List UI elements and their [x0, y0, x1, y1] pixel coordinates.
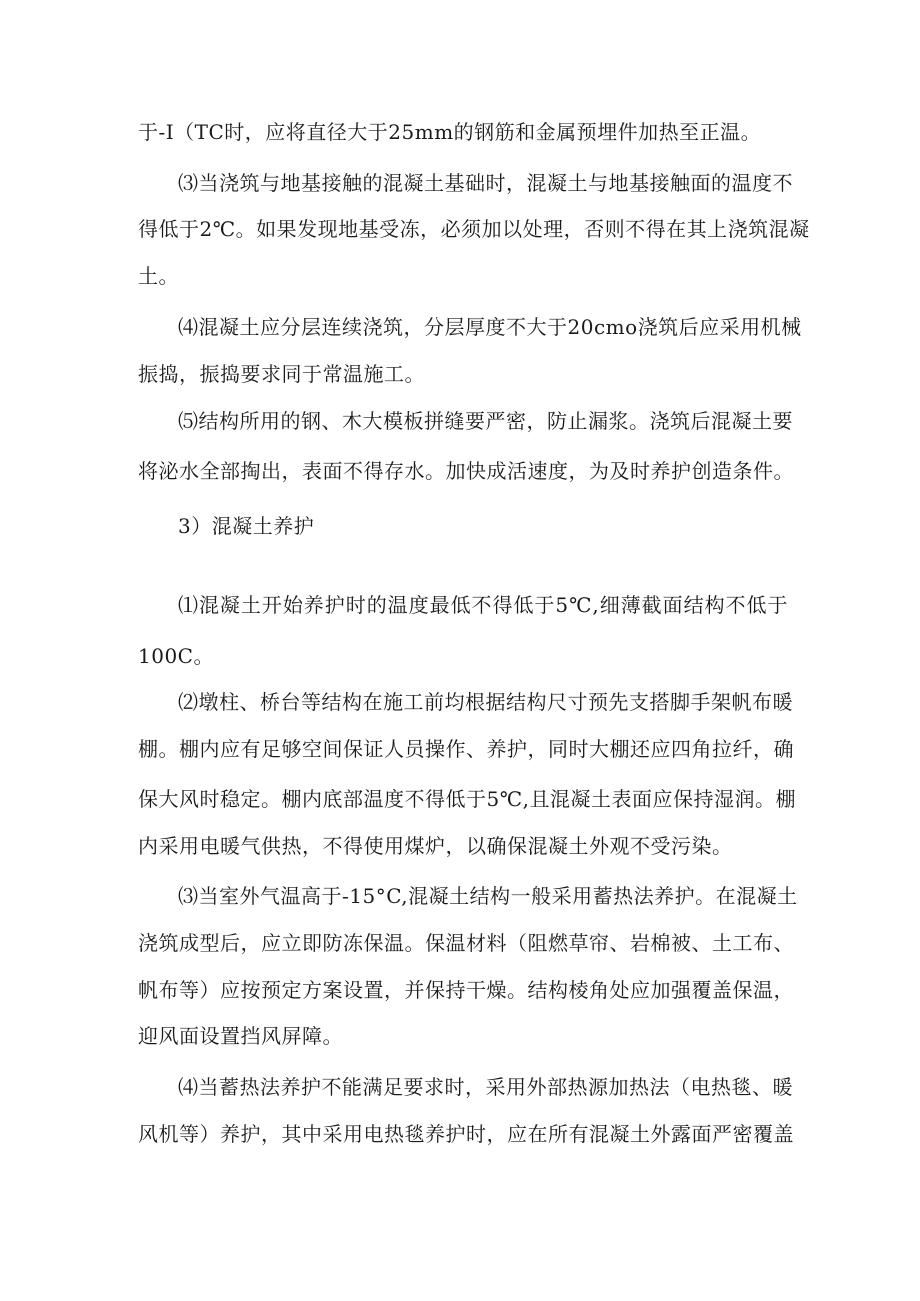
text-line: 风机等）养护，其中采用电热毯养护时，应在所有混凝土外露面严密覆盖 [138, 1122, 794, 1146]
text-line: 得低于2℃。如果发现地基受冻，必须加以处理，否则不得在其上浇筑混凝 [138, 217, 810, 241]
text-line: 迎风面设置挡风屏障。 [138, 1024, 343, 1048]
text-line: 内采用电暖气供热，不得使用煤炉，以确保混凝土外观不受污染。 [138, 834, 733, 858]
text-line: 保大风时稳定。棚内底部温度不得低于5℃,且混凝土表面应保持湿润。棚 [138, 787, 796, 811]
text-line: ⑵墩柱、桥台等结构在施工前均根据结构尺寸预先支搭脚手架帆布暖 [178, 690, 793, 714]
text-line: ⑷当蓄热法养护不能满足要求时，采用外部热源加热法（电热毯、暖 [178, 1075, 793, 1099]
text-line: ⑸结构所用的钢、木大模板拼缝要严密，防止漏浆。浇筑后混凝土要 [178, 409, 793, 433]
text-line: 土。 [138, 264, 179, 288]
text-line: 棚。棚内应有足够空间保证人员操作、养护，同时大棚还应四角拉纤，确 [138, 737, 794, 761]
text-line: 将泌水全部掏出，表面不得存水。加快成活速度，为及时养护创造条件。 [138, 459, 794, 483]
text-line: ⑷混凝土应分层连续浇筑，分层厚度不大于20cmo浇筑后应采用机械 [178, 315, 802, 339]
text-line: ⑶当室外气温高于-15°C,混凝土结构一般采用蓄热法养护。在混凝土 [178, 884, 798, 908]
text-line: 帆布等）应按预定方案设置，并保持干燥。结构棱角处应加强覆盖保温， [138, 978, 794, 1002]
text-line: ⑶当浇筑与地基接触的混凝土基础时，混凝土与地基接触面的温度不 [178, 171, 793, 195]
text-line: ⑴混凝土开始养护时的温度最低不得低于5℃,细薄截面结构不低于 [178, 593, 788, 617]
text-line: 振捣，振捣要求同于常温施工。 [138, 362, 425, 386]
text-line: 浇筑成型后，应立即防冻保温。保温材料（阻燃草帘、岩棉被、土工布、 [138, 931, 794, 955]
text-line: 于-I（TC时，应将直径大于25mm的钢筋和金属预埋件加热至正温。 [138, 120, 762, 144]
section-heading: 3）混凝土养护 [178, 514, 315, 538]
text-line: 100C。 [138, 644, 214, 668]
